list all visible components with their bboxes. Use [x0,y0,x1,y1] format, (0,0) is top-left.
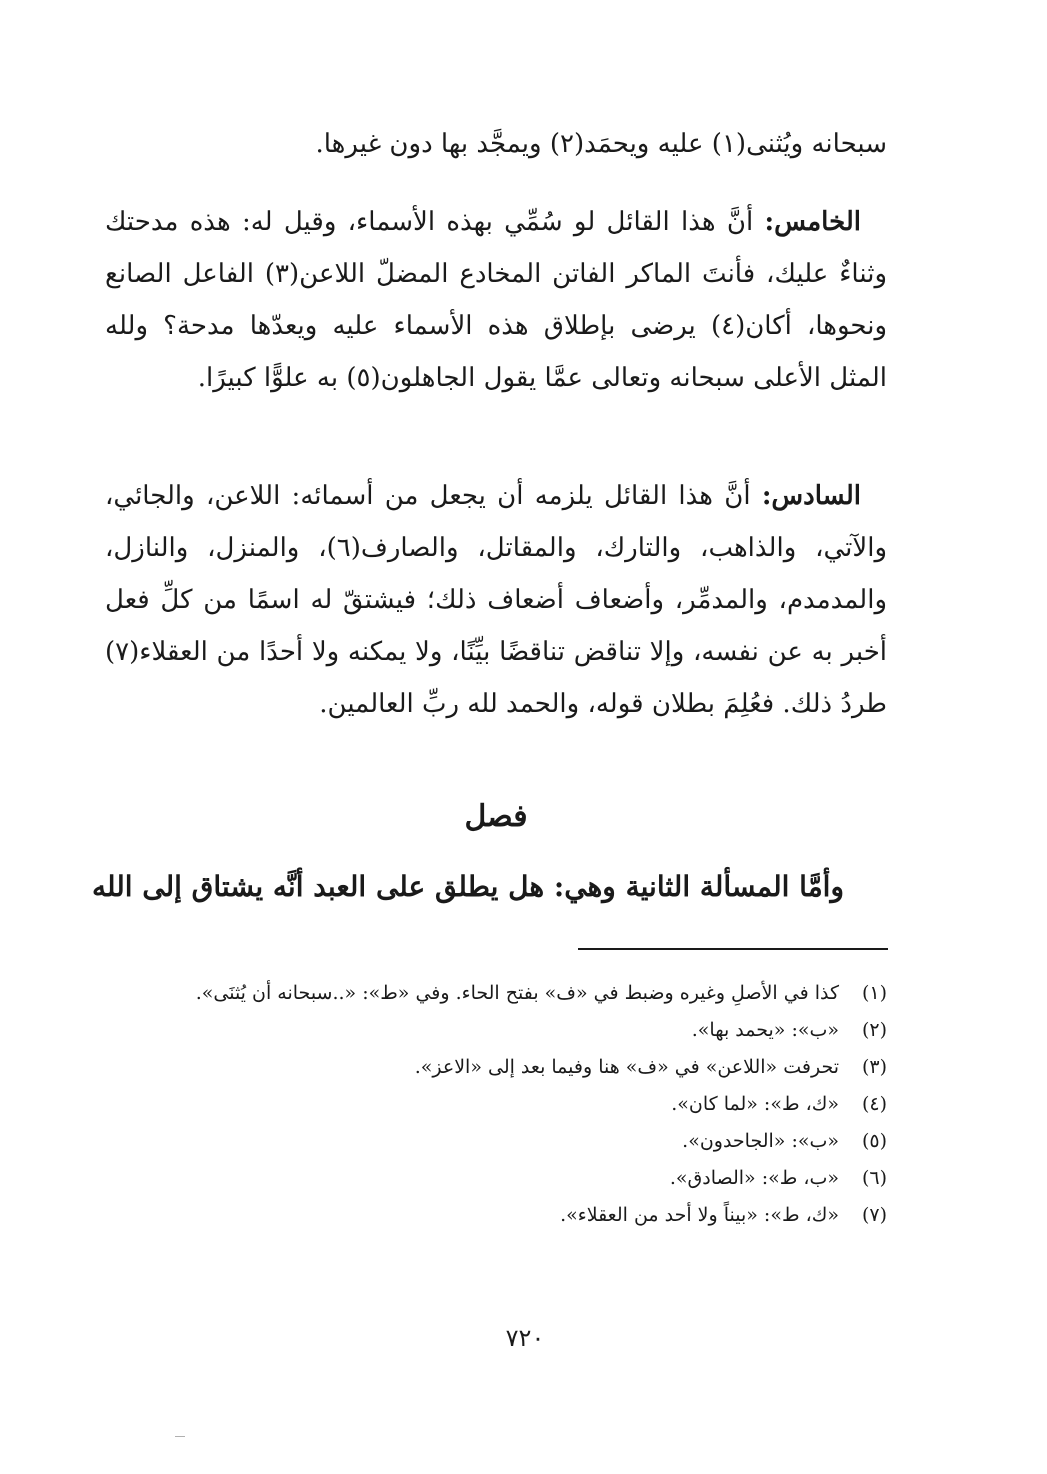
footnote-divider [578,948,888,950]
footnote-text: كذا في الأصلِ وغيره وضبط في «ف» بفتح الحاء. وفي «ط»: «..سبحانه أن يُثنَى». [195,982,839,1004]
footnote-number: (٤) [861,1093,887,1115]
paragraph-text: سبحانه ويُثنى(١) عليه ويحمَد(٢) ويمجَّد بها دون غيرها. [315,129,887,159]
question-heading: وأمَّا المسألة الثانية وهي: هل يطلق على العبد أنَّه يشتاق إلى الله [91,870,844,903]
footnote-text: «ب، ط»: «الصادق». [669,1167,839,1189]
footnote-item [105,1123,887,1160]
paragraph-fifth [105,196,887,404]
footnote-item [105,1012,887,1049]
paragraph-sixth [105,470,887,730]
scan-mark [175,1436,185,1437]
paragraph-lead: الخامس: [764,207,861,237]
paragraph-text: أنَّ هذا القائل يلزمه أن يجعل من أسمائه: اللاعن، والجائي، والآتي، والذاهب، والتارك، والمقاتل، والصارف(٦)، والمنزل، والنازل، والمدمدم، والمدمِّر، وأضعاف أضعاف ذلك؛ فيشتقّ له اسمًا من كلِّ فعل أخبر به عن نفسه، وإلا تناقض تناقضًا بيِّنًا، ولا يمكنه ولا أحدًا من العقلاء(٧) طردُ ذلك. فعُلِمَ بطلان قوله، والحمد لله ربِّ العالمين. [105,481,888,719]
footnote-number: (٣) [861,1056,887,1078]
footnote-number: (٦) [861,1167,887,1189]
footnote-number: (١) [861,982,887,1004]
footnote-number: (٧) [861,1204,887,1226]
footnote-text: تحرفت «اللاعن» في «ف» هنا وفيما بعد إلى «الاعز». [414,1056,839,1078]
paragraph-continuation [105,118,887,170]
footnote-text: «ك، ط»: «لما كان». [671,1093,839,1115]
paragraph-text: أنَّ هذا القائل لو سُمِّي بهذه الأسماء، وقيل له: هذه مدحتك وثناءٌ عليك، فأنتَ الماكر الفاتن المخادع المضلّ اللاعن(٣) الفاعل الصانع ونحوها، أكان(٤) يرضى بإطلاق هذه الأسماء عليه ويعدّها مدحة؟ ولله المثل الأعلى سبحانه وتعالى عمَّا يقول الجاهلون(٥) به علوًّا كبيرًا. [105,207,887,393]
footnote-text: «ب»: «يحمد بها». [691,1019,839,1041]
footnote-text: «ب»: «الجاحدون». [682,1130,839,1152]
footnote-item [105,1049,887,1086]
footnote-number: (٥) [861,1130,887,1152]
footnote-item [105,1086,887,1123]
footnote-item [105,1197,887,1234]
paragraph-lead: السادس: [761,481,861,511]
footnote-item [105,1160,887,1197]
footnote-number: (٢) [861,1019,887,1041]
section-heading: فصل [464,799,528,834]
footnote-item [105,975,887,1012]
footnotes-list [105,975,887,1234]
page-number: ٧٢٠ [505,1324,545,1352]
footnote-text: «ك، ط»: «بيناً ولا أحد من العقلاء». [560,1204,839,1226]
